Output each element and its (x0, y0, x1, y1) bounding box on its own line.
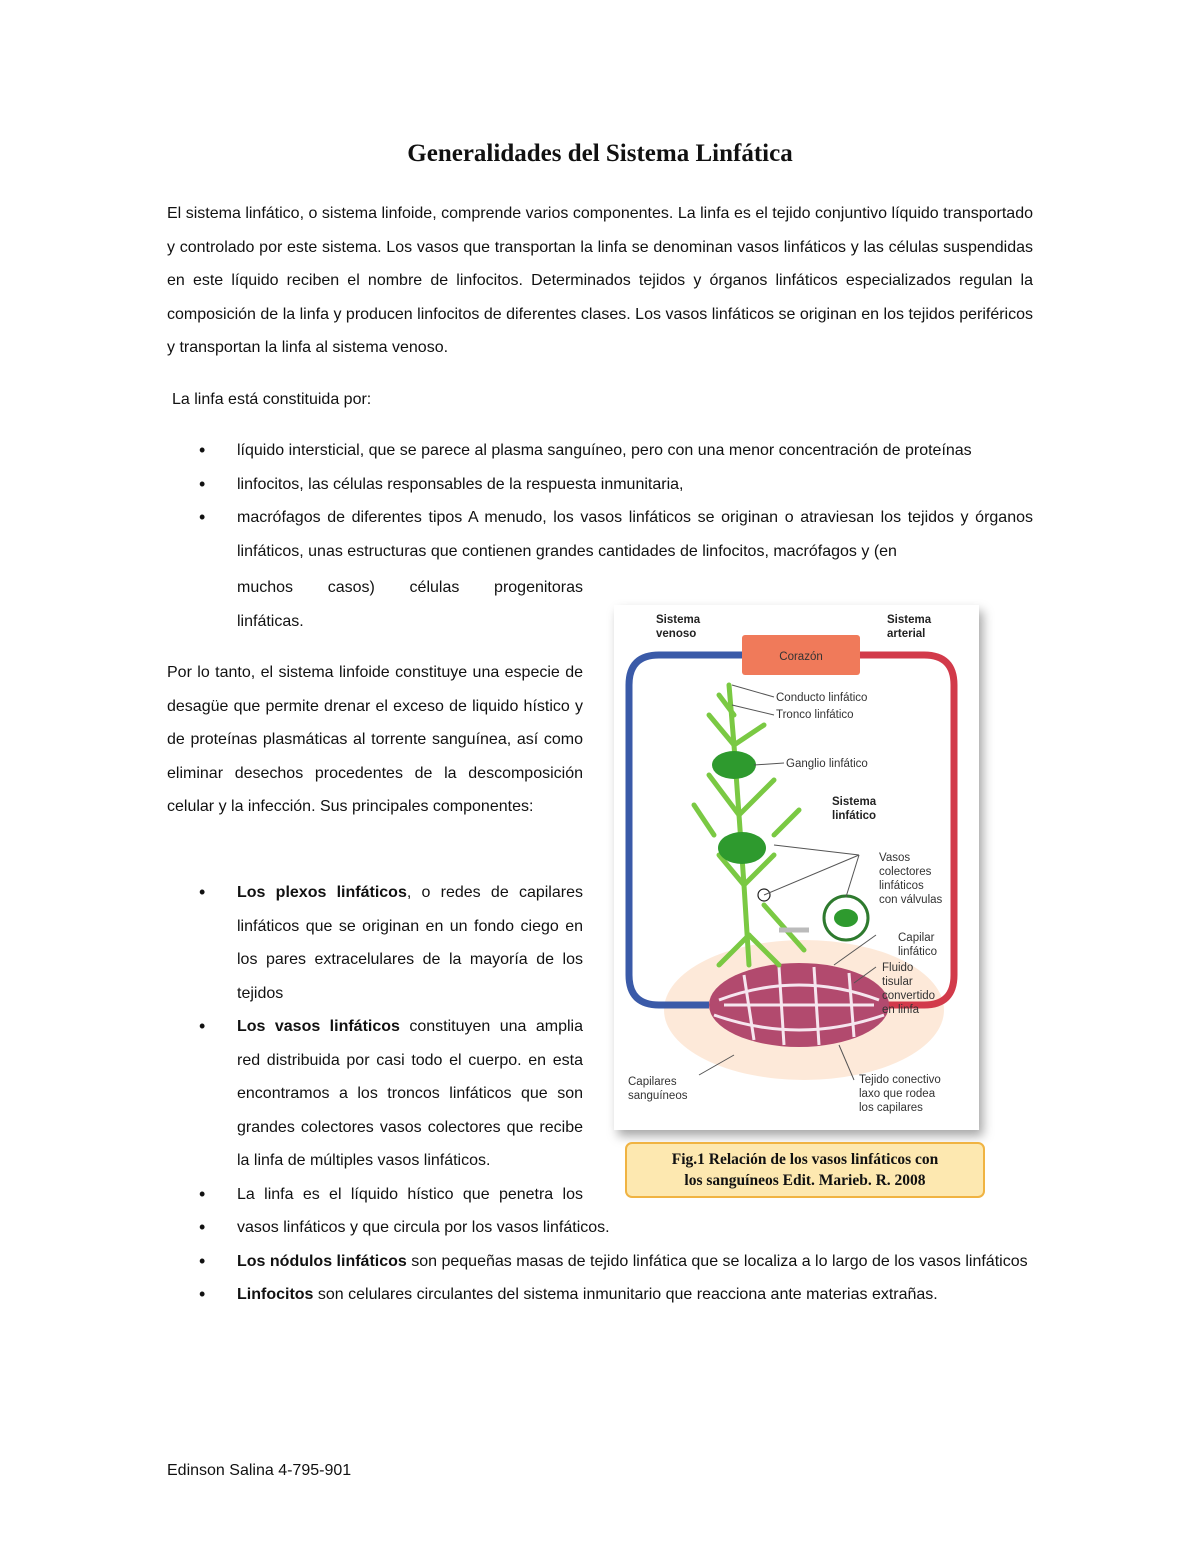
term-desc: constituyen una amplia red distribuida por casi todo el cuerpo. en esta encontramos a los troncos linfáticos que son grandes colectores vasos colectores que recibe la linfa de múltiples vasos linfáticos. (237, 1018, 583, 1169)
term-bold: Los nódulos linfáticos (237, 1252, 407, 1270)
lead-text: La linfa está constituida por: (172, 391, 372, 408)
label-conducto: Conducto linfático (776, 692, 868, 704)
list-item-continuation: linfáticas. (237, 613, 304, 630)
caption-line: los sanguíneos Edit. Marieb. R. 2008 (684, 1172, 926, 1189)
label-fluido-3: convertido (882, 990, 936, 1002)
list-item (168, 1245, 1033, 1279)
list-item (168, 1278, 1033, 1312)
label-fluido-2: tisular (882, 976, 913, 988)
label-sistema-arterial: Sistema (887, 614, 932, 626)
label-corazon: Corazón (779, 651, 823, 663)
term-desc: son pequeñas masas de tejido linfática que se localiza a lo largo de los vasos linfáticos (406, 1252, 1028, 1270)
list-item (168, 876, 583, 1010)
list-item (168, 501, 1033, 568)
label-capilares-sanguineos: Capilares (628, 1076, 677, 1088)
label-tronco: Tronco linfático (776, 709, 854, 721)
list-item-continuation-line (168, 1211, 1033, 1245)
list-item: • líquido intersticial, que se parece al plasma sanguíneo, pero con una menor concentración de proteínas (168, 434, 1033, 468)
page-title: Generalidades del Sistema Linfática (407, 140, 793, 167)
label-vasos-4: con válvulas (879, 894, 943, 906)
label-sistema-linfatico: Sistema (832, 796, 877, 808)
label-vasos-3: linfáticos (879, 880, 924, 892)
term-bold: Los plexos linfáticos (237, 884, 407, 901)
label-vasos: Vasos (879, 852, 911, 864)
label-capilar-2: linfático (898, 946, 937, 958)
label-capilares-sanguineos-2: sanguíneos (628, 1090, 688, 1102)
caption-line: Fig.1 Relación de los vasos linfáticos con (671, 1151, 939, 1168)
term-desc: son celulares circulantes del sistema inmunitario que reacciona ante materias extrañas. (313, 1286, 938, 1303)
term-desc: , o redes de capilares linfáticos que se originan en un fondo ciego en los pares extracelulares de la mayoría de los tejidos (237, 884, 583, 1002)
intro-paragraph: El sistema linfático, o sistema linfoide, comprende varios componentes. La linfa es el tejido conjuntivo líquido transportado y controlado por este sistema. Los vasos que transportan la linfa se denominan vasos linfáticos y las células suspendidas en este líquido reciben el nombre de linfocitos. Determinados tejidos y órganos linfáticos especializados regulan la composición de la linfa y producen linfocitos de diferentes clases. Los vasos linfáticos se originan en los tejidos periféricos y transportan la linfa al sistema venoso. (167, 205, 1033, 356)
lymphatic-system-figure (614, 605, 979, 1130)
label-sistema-arterial-2: arterial (887, 628, 926, 640)
list-item-continuation: muchos casos) células progenitoras (237, 579, 583, 596)
lymph-node (718, 832, 766, 864)
lymphatic-diagram (614, 605, 979, 1130)
term-bold: Los vasos linfáticos (237, 1018, 400, 1035)
lymph-components-list (168, 434, 1033, 568)
list-item-text: macrófagos de diferentes tipos A menudo, los vasos linfáticos se originan o atraviesan los tejidos y órganos linfáticos, unas estructuras que contienen grandes cantidades de linfocitos, macrófagos y (en (237, 509, 1033, 560)
term-desc: vasos linfáticos y que circula por los vasos linfáticos. (237, 1219, 610, 1236)
term-desc: La linfa es el líquido hístico que penetra los (237, 1185, 583, 1203)
drainage-paragraph: Por lo tanto, el sistema linfoide constituye una especie de desagüe que permite drenar el exceso de liquido hístico y de proteínas plasmáticas al torrente sanguínea, así como eliminar desechos procedentes de la descomposición celular y la infección. Sus principales componentes: (167, 664, 583, 815)
list-item (168, 1178, 583, 1212)
label-sistema-venoso-2: venoso (656, 628, 697, 640)
list-item (168, 1010, 583, 1178)
lymph-node (712, 751, 756, 779)
label-tejido: Tejido conectivo (859, 1074, 941, 1086)
label-ganglio: Ganglio linfático (786, 758, 868, 770)
label-fluido: Fluido (882, 962, 914, 974)
label-vasos-2: colectores (879, 866, 932, 878)
label-sistema-linfatico-2: linfático (832, 810, 877, 822)
valve-detail-fill (834, 909, 858, 927)
list-item: • linfocitos, las células responsables de la respuesta inmunitaria, (168, 468, 1033, 502)
label-fluido-4: en linfa (882, 1004, 920, 1016)
term-bold: Linfocitos (237, 1286, 314, 1303)
label-capilar: Capilar (898, 932, 935, 944)
label-tejido-2: laxo que rodea (859, 1088, 936, 1100)
footer-author: Edinson Salina 4-795-901 (167, 1462, 352, 1479)
figure-caption (625, 1142, 985, 1198)
label-sistema-venoso: Sistema (656, 614, 701, 626)
label-tejido-3: los capilares (859, 1102, 923, 1114)
